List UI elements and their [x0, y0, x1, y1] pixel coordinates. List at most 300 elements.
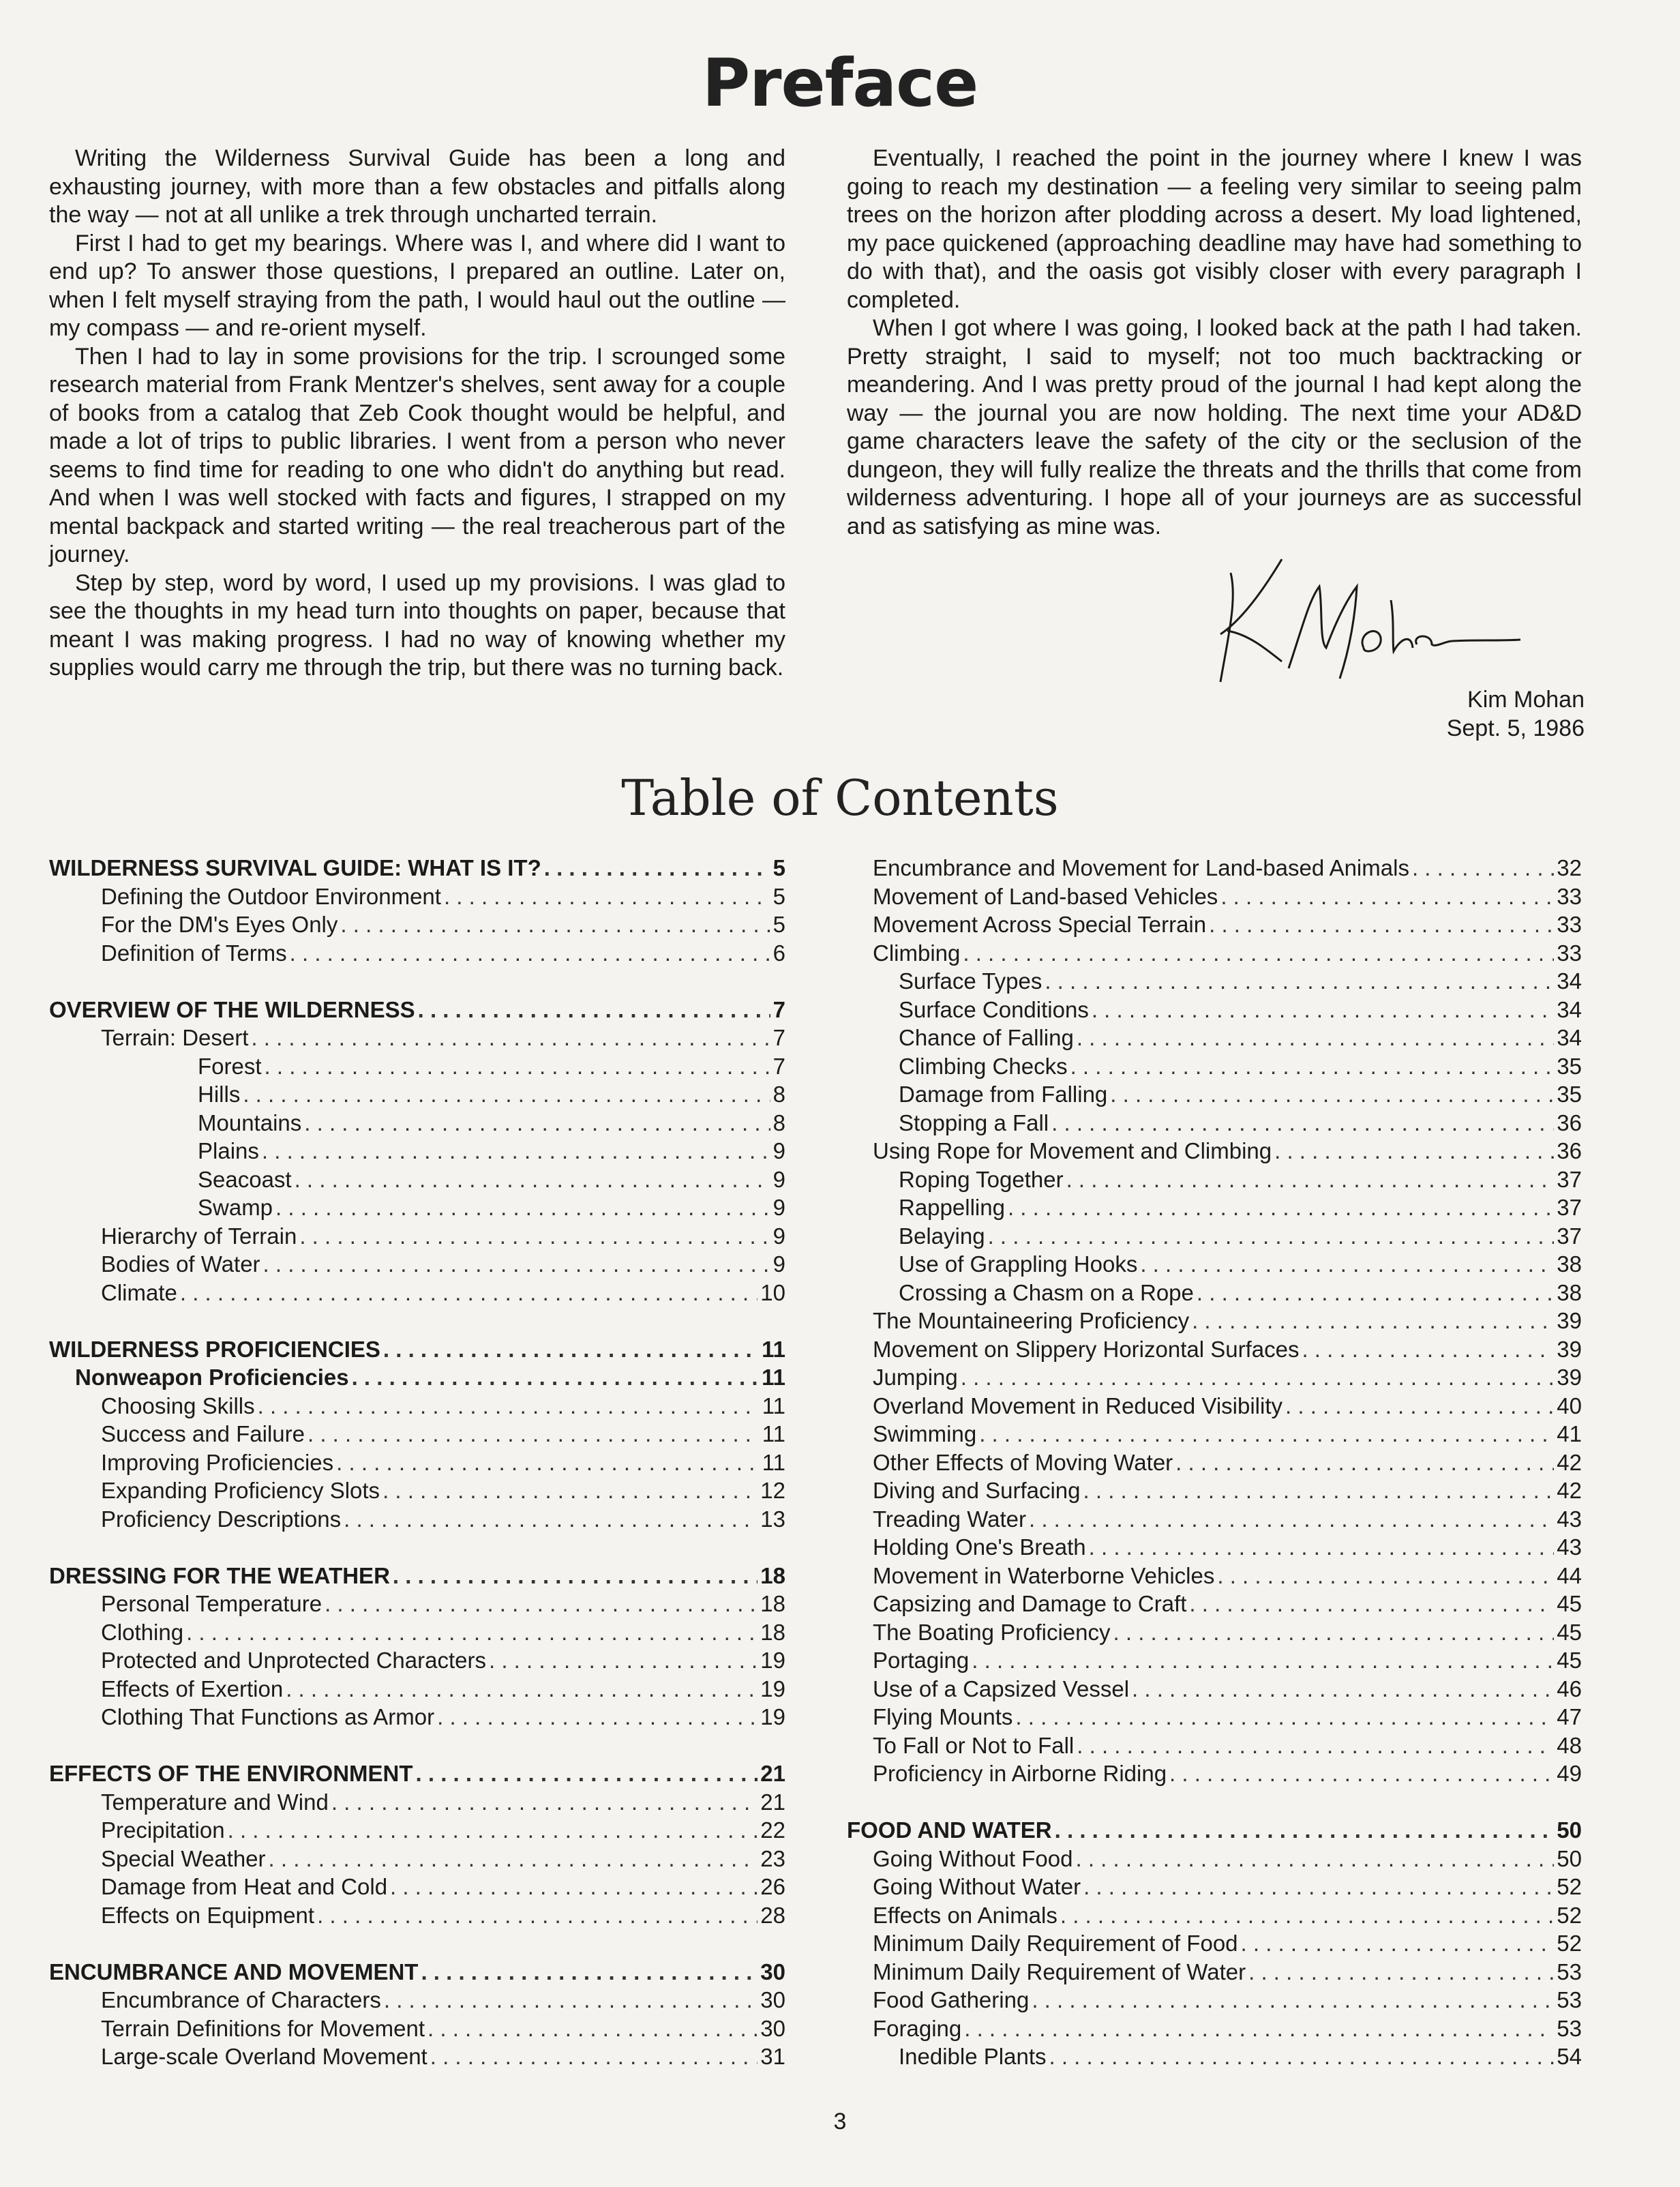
- toc-entry-page: 9: [772, 1138, 785, 1163]
- toc-leader-dots: [1066, 1165, 1555, 1194]
- toc-entry-page: 37: [1557, 1223, 1582, 1249]
- toc-leader-dots: [979, 1420, 1554, 1448]
- toc-entry-page: 46: [1557, 1676, 1582, 1701]
- toc-leader-dots: [304, 1109, 770, 1137]
- toc-leader-dots: [1029, 1505, 1554, 1534]
- preface-paragraph-1: Writing the Wilderness Survival Guide has been a long and exhausting journey, with more than a few obstacles and pitfalls along the way — not at all unlike a trek through uncharted terrain.: [49, 145, 785, 228]
- preface-date: Sept. 5, 1986: [1446, 715, 1585, 741]
- toc-entry-page: 9: [772, 1251, 785, 1277]
- toc-entry-title: WILDERNESS PROFICIENCIES: [49, 1336, 380, 1362]
- toc-leader-dots: [1077, 1731, 1554, 1760]
- toc-entry: [847, 996, 1582, 1024]
- toc-entry: [847, 2014, 1582, 2043]
- toc-entry: [847, 1562, 1582, 1590]
- toc-entry-page: 38: [1557, 1251, 1582, 1277]
- toc-entry-page: 21: [760, 1789, 785, 1815]
- toc-entry-title: Crossing a Chasm on a Rope: [899, 1279, 1194, 1305]
- toc-entry: [49, 1137, 785, 1165]
- toc-entry-page: 38: [1557, 1279, 1582, 1305]
- toc-leader-dots: [1113, 1618, 1555, 1647]
- toc-leader-dots: [1217, 1562, 1554, 1590]
- toc-entry: [847, 967, 1582, 996]
- toc-entry: [847, 1307, 1582, 1335]
- toc-leader-dots: [1274, 1137, 1554, 1165]
- toc-leader-dots: [352, 1363, 760, 1392]
- toc-entry-title: Use of Grappling Hooks: [899, 1251, 1138, 1277]
- toc-entry-title: Personal Temperature: [101, 1591, 322, 1616]
- toc-entry-title: Overland Movement in Reduced Visibility: [873, 1393, 1283, 1418]
- preface-paragraph-4: Step by step, word by word, I used up my provisions. I was glad to see the thoughts in my head turn into thoughts on paper, because that meant I was making progress. I had no way of knowing whether my supplies would carry me through the trip, but there was no turning back.: [49, 569, 785, 681]
- toc-entry-title: Inedible Plants: [899, 2044, 1047, 2069]
- toc-leader-dots: [1076, 1845, 1555, 1873]
- toc-leader-dots: [427, 2014, 758, 2043]
- toc-entry-page: 30: [760, 1959, 785, 1984]
- toc-entry-page: 9: [772, 1166, 785, 1192]
- toc-entry-title: Temperature and Wind: [101, 1789, 329, 1815]
- toc-entry-title: Minimum Daily Requirement of Water: [873, 1959, 1246, 1984]
- toc-entry-page: 45: [1557, 1591, 1582, 1616]
- toc-leader-dots: [299, 1222, 770, 1251]
- toc-leader-dots: [1083, 1476, 1555, 1505]
- toc-leader-dots: [421, 1958, 758, 1987]
- toc-entry-page: 19: [760, 1676, 785, 1701]
- toc-entry-title: Going Without Water: [873, 1874, 1081, 1899]
- toc-entry-title: Seacoast: [198, 1166, 292, 1192]
- toc-leader-dots: [1015, 1703, 1554, 1731]
- toc-leader-dots: [961, 1363, 1555, 1392]
- toc-entry: [847, 1335, 1582, 1364]
- toc-entry-title: Climbing: [873, 940, 961, 966]
- toc-entry: [847, 1533, 1582, 1562]
- toc-leader-dots: [1089, 1533, 1555, 1562]
- toc-entry-title: EFFECTS OF THE ENVIRONMENT: [49, 1761, 413, 1786]
- toc-entry: [847, 910, 1582, 939]
- preface-title: Preface: [702, 45, 978, 121]
- toc-entry: [49, 1986, 785, 2014]
- toc-entry-page: 53: [1557, 1987, 1582, 2012]
- toc-leader-dots: [1220, 882, 1554, 911]
- toc-entry-title: Food Gathering: [873, 1987, 1030, 2012]
- toc-leader-dots: [1197, 1279, 1554, 1307]
- toc-entry-page: 11: [762, 1449, 785, 1475]
- toc-leader-dots: [1070, 1052, 1555, 1081]
- toc-entry-page: 37: [1557, 1166, 1582, 1192]
- toc-leader-dots: [262, 1137, 770, 1165]
- toc-entry-page: 11: [762, 1421, 785, 1446]
- toc-entry-page: 41: [1557, 1421, 1582, 1446]
- toc-leader-dots: [430, 2042, 758, 2071]
- toc-entry-page: 18: [760, 1619, 785, 1645]
- toc-section: [847, 1816, 1582, 2071]
- toc-entry-title: Chance of Falling: [899, 1025, 1074, 1050]
- toc-leader-dots: [1209, 910, 1554, 939]
- toc-leader-dots: [1189, 1590, 1554, 1618]
- toc-entry-title: Choosing Skills: [101, 1393, 255, 1418]
- toc-entry-page: 34: [1557, 1025, 1582, 1050]
- toc-entry-page: 53: [1557, 1959, 1582, 1984]
- toc-entry: [847, 1646, 1582, 1675]
- toc-entry: [847, 1165, 1582, 1194]
- toc-entry: [847, 1250, 1582, 1279]
- toc-entry-title: Clothing: [101, 1619, 184, 1645]
- toc-entry-page: 18: [760, 1562, 785, 1588]
- toc-entry-title: Other Effects of Moving Water: [873, 1449, 1173, 1475]
- toc-entry-title: Damage from Falling: [899, 1082, 1108, 1107]
- preface-paragraph-2: First I had to get my bearings. Where was I, and where did I want to end up? To answer those questions, I prepared an outline. Later on, when I felt myself straying from the path, I would haul out the outline — my compass — and re-orient myself.: [49, 230, 785, 341]
- toc-entry-page: 22: [760, 1817, 785, 1843]
- toc-leader-dots: [331, 1788, 758, 1817]
- toc-chapter-entry: [49, 1759, 785, 1788]
- toc-entry: [49, 1505, 785, 1534]
- toc-entry: [847, 1476, 1582, 1505]
- toc-entry: [49, 2014, 785, 2043]
- toc-entry-page: 12: [760, 1478, 785, 1503]
- toc-entry-title: Bodies of Water: [101, 1251, 260, 1277]
- toc-entry: [49, 1788, 785, 1817]
- toc-entry-title: Nonweapon Proficiencies: [75, 1365, 349, 1390]
- toc-entry-page: 30: [760, 2015, 785, 2041]
- toc-entry: [847, 1279, 1582, 1307]
- toc-entry: [49, 1448, 785, 1477]
- toc-chapter-entry: [49, 1562, 785, 1590]
- toc-entry: [847, 1363, 1582, 1392]
- toc-section: [49, 854, 785, 967]
- toc-leader-dots: [269, 1845, 758, 1873]
- toc-entry-title: Treading Water: [873, 1506, 1026, 1532]
- toc-chapter-entry: [49, 1958, 785, 1987]
- toc-entry-page: 6: [772, 940, 785, 966]
- toc-leader-dots: [1077, 1024, 1554, 1052]
- toc-entry: [49, 1590, 785, 1618]
- toc-entry: [49, 1363, 785, 1392]
- toc-entry-page: 5: [772, 912, 785, 937]
- toc-leader-dots: [180, 1279, 758, 1307]
- toc-entry-title: Minimum Daily Requirement of Food: [873, 1931, 1238, 1956]
- toc-leader-dots: [336, 1448, 760, 1477]
- toc-entry-page: 52: [1557, 1902, 1582, 1928]
- toc-leader-dots: [437, 1703, 758, 1731]
- toc-entry-page: 50: [1557, 1817, 1582, 1843]
- toc-entry-title: Precipitation: [101, 1817, 225, 1843]
- toc-entry: [49, 1080, 785, 1109]
- toc-entry-title: Capsizing and Damage to Craft: [873, 1591, 1187, 1616]
- toc-entry-page: 26: [760, 1874, 785, 1899]
- toc-leader-dots: [1049, 2042, 1554, 2071]
- toc-entry-title: Diving and Surfacing: [873, 1478, 1081, 1503]
- toc-entry-page: 50: [1557, 1845, 1582, 1871]
- toc-entry: [847, 1845, 1582, 1873]
- toc-entry-page: 52: [1557, 1874, 1582, 1899]
- toc-entry: [847, 1109, 1582, 1137]
- toc-entry-title: Surface Conditions: [899, 996, 1089, 1022]
- author-signature: [1200, 546, 1568, 689]
- toc-entry-title: Holding One's Breath: [873, 1534, 1086, 1560]
- toc-entry-title: Special Weather: [101, 1845, 266, 1871]
- toc-section: [49, 996, 785, 1307]
- toc-entry: [49, 1279, 785, 1307]
- toc-entry-page: 52: [1557, 1931, 1582, 1956]
- toc-entry-page: 9: [772, 1223, 785, 1249]
- toc-entry: [847, 1901, 1582, 1930]
- toc-entry-title: Jumping: [873, 1365, 958, 1390]
- toc-leader-dots: [286, 1675, 758, 1704]
- toc-entry-title: Plains: [198, 1138, 259, 1163]
- toc-leader-dots: [963, 939, 1554, 968]
- toc-entry: [49, 882, 785, 911]
- toc-leader-dots: [1285, 1392, 1554, 1420]
- toc-entry-title: Climate: [101, 1279, 177, 1305]
- toc-entry: [847, 1873, 1582, 1901]
- toc-leader-dots: [444, 882, 770, 911]
- toc-entry-page: 21: [760, 1761, 785, 1786]
- toc-entry-title: Portaging: [873, 1648, 970, 1673]
- toc-entry: [847, 1080, 1582, 1109]
- toc-leader-dots: [265, 1052, 770, 1081]
- toc-entry-title: Proficiency in Airborne Riding: [873, 1761, 1167, 1786]
- toc-entry-page: 48: [1557, 1732, 1582, 1758]
- toc-entry-page: 23: [760, 1845, 785, 1871]
- toc-leader-dots: [317, 1901, 758, 1930]
- toc-entry-title: WILDERNESS SURVIVAL GUIDE: WHAT IS IT?: [49, 855, 541, 880]
- toc-entry: [847, 1420, 1582, 1448]
- toc-entry: [847, 1505, 1582, 1534]
- toc-entry-title: FOOD AND WATER: [847, 1817, 1052, 1843]
- toc-entry: [49, 1024, 785, 1052]
- toc-entry: [847, 2042, 1582, 2071]
- toc-entry: [49, 1193, 785, 1222]
- preface-paragraph-6: When I got where I was going, I looked back at the path I had taken. Pretty straight, I said to myself; not too much backtracking or meandering. And I was pretty proud of the journal I had kept along the way — the journal you are now holding. The next time your AD&D game characters leave the safety of the city or the seclusion of the dungeon, they will fully realize the threats and the thrills that come from wilderness adventuring. I hope all of your journeys are as successful and as satisfying as mine was.: [847, 315, 1582, 539]
- toc-leader-dots: [418, 996, 770, 1024]
- toc-entry-page: 44: [1557, 1562, 1582, 1588]
- toc-leader-dots: [1140, 1250, 1554, 1279]
- toc-entry: [49, 1901, 785, 1930]
- toc-entry-page: 31: [760, 2044, 785, 2069]
- toc-entry-page: 43: [1557, 1506, 1582, 1532]
- toc-entry-page: 8: [772, 1110, 785, 1135]
- toc-leader-dots: [988, 1222, 1555, 1251]
- toc-entry-title: Climbing Checks: [899, 1053, 1068, 1079]
- toc-leader-dots: [393, 1562, 758, 1590]
- toc-entry: [847, 1958, 1582, 1987]
- toc-entry-page: 53: [1557, 2015, 1582, 2041]
- toc-entry-page: 37: [1557, 1195, 1582, 1220]
- toc-entry-title: Going Without Food: [873, 1845, 1073, 1871]
- toc-entry: [49, 2042, 785, 2071]
- toc-entry: [49, 1165, 785, 1194]
- toc-entry-title: Stopping a Fall: [899, 1110, 1049, 1135]
- toc-entry: [49, 910, 785, 939]
- toc-leader-dots: [384, 1986, 758, 2014]
- toc-entry: [847, 1759, 1582, 1788]
- toc-entry-title: Effects of Exertion: [101, 1676, 284, 1701]
- toc-leader-dots: [544, 854, 770, 882]
- toc-entry-title: Movement Across Special Terrain: [873, 912, 1207, 937]
- toc-entry-title: Hills: [198, 1082, 241, 1107]
- toc-entry-title: Forest: [198, 1053, 262, 1079]
- toc-entry-page: 5: [772, 855, 785, 880]
- toc-entry-title: Belaying: [899, 1223, 985, 1249]
- toc-leader-dots: [340, 910, 770, 939]
- toc-entry-page: 45: [1557, 1619, 1582, 1645]
- toc-entry-title: Terrain: Desert: [101, 1025, 249, 1050]
- toc-entry-page: 42: [1557, 1449, 1582, 1475]
- toc-entry: [49, 1618, 785, 1647]
- toc-right-column: [847, 854, 1582, 2099]
- toc-entry-title: Large-scale Overland Movement: [101, 2044, 427, 2069]
- preface-paragraph-3: Then I had to lay in some provisions for the trip. I scrounged some research material from Frank Mentzer's shelves, sent away for a couple of books from a catalog that Zeb Cook thought would be helpful, and made a lot of trips to public libraries. I went from a person who never seems to find time for reading to one who didn't do anything but read. And when I was well stocked with facts and figures, I strapped on my mental backpack and started writing — the real treacherous part of the journey.: [49, 343, 785, 567]
- toc-entry: [847, 1929, 1582, 1958]
- toc-leader-dots: [263, 1250, 770, 1279]
- toc-left-column: [49, 854, 785, 2099]
- toc-entry-title: Improving Proficiencies: [101, 1449, 334, 1475]
- toc-entry-title: Defining the Outdoor Environment: [101, 883, 441, 909]
- toc-entry-title: Clothing That Functions as Armor: [101, 1704, 435, 1729]
- toc-entry: [847, 1137, 1582, 1165]
- toc-entry-title: Definition of Terms: [101, 940, 287, 966]
- toc-entry: [847, 1590, 1582, 1618]
- toc-entry: [49, 1703, 785, 1731]
- toc-entry-title: Expanding Proficiency Slots: [101, 1478, 380, 1503]
- toc-chapter-entry: [847, 1816, 1582, 1845]
- toc-leader-dots: [1302, 1335, 1554, 1364]
- toc-entry-page: 28: [760, 1902, 785, 1928]
- toc-leader-dots: [972, 1646, 1554, 1675]
- toc-entry-page: 43: [1557, 1534, 1582, 1560]
- toc-entry-title: Surface Types: [899, 968, 1042, 994]
- toc-chapter-entry: [49, 854, 785, 882]
- toc-entry-title: The Mountaineering Proficiency: [873, 1308, 1190, 1333]
- toc-leader-dots: [416, 1759, 758, 1788]
- toc-entry-page: 45: [1557, 1648, 1582, 1673]
- toc-entry-title: Swimming: [873, 1421, 977, 1446]
- toc-leader-dots: [344, 1505, 758, 1534]
- toc-entry-page: 36: [1557, 1138, 1582, 1163]
- toc-leader-dots: [1248, 1958, 1554, 1987]
- toc-section: [49, 1759, 785, 1929]
- toc-entry: [847, 1986, 1582, 2014]
- toc-leader-dots: [1008, 1193, 1554, 1222]
- toc-entry-page: 39: [1557, 1308, 1582, 1333]
- toc-entry: [49, 1845, 785, 1873]
- toc-entry-title: Effects on Animals: [873, 1902, 1058, 1928]
- toc-entry: [49, 1476, 785, 1505]
- toc-chapter-entry: [49, 996, 785, 1024]
- toc-entry: [847, 1703, 1582, 1731]
- toc-entry-title: Flying Mounts: [873, 1704, 1013, 1729]
- preface-right-column: [847, 145, 1582, 541]
- toc-entry: [847, 939, 1582, 968]
- preface-paragraph-5: Eventually, I reached the point in the journey where I knew I was going to reach my destination — a feeling very similar to seeing palm trees on the horizon after plodding across a desert. My load lightened, my pace quickened (approaching deadline may have had something to do with that), and the oasis got visibly closer with every paragraph I completed.: [847, 145, 1582, 313]
- toc-leader-dots: [258, 1392, 760, 1420]
- toc-section: [49, 1562, 785, 1731]
- toc-chapter-entry: [49, 1335, 785, 1364]
- toc-entry-page: 34: [1557, 996, 1582, 1022]
- toc-leader-dots: [1060, 1901, 1554, 1930]
- toc-entry-page: 8: [772, 1082, 785, 1107]
- toc-entry-page: 35: [1557, 1082, 1582, 1107]
- page-number: 3: [833, 2109, 847, 2134]
- toc-leader-dots: [1032, 1986, 1554, 2014]
- toc-section: [49, 1958, 785, 2071]
- toc-leader-dots: [275, 1193, 770, 1222]
- toc-entry-page: 11: [762, 1336, 785, 1362]
- toc-leader-dots: [186, 1618, 758, 1647]
- toc-section: [49, 1335, 785, 1534]
- toc-entry-page: 7: [772, 1025, 785, 1050]
- toc-entry-page: 33: [1557, 883, 1582, 909]
- toc-entry: [847, 1052, 1582, 1081]
- toc-leader-dots: [295, 1165, 770, 1194]
- toc-entry-page: 19: [760, 1704, 785, 1729]
- toc-entry-page: 7: [772, 1053, 785, 1079]
- author-name: Kim Mohan: [1467, 687, 1585, 713]
- toc-entry-page: 7: [772, 996, 785, 1022]
- toc-leader-dots: [1110, 1080, 1554, 1109]
- toc-entry-title: ENCUMBRANCE AND MOVEMENT: [49, 1959, 419, 1984]
- toc-entry-page: 32: [1557, 855, 1582, 880]
- toc-leader-dots: [382, 1476, 758, 1505]
- toc-entry: [49, 1222, 785, 1251]
- toc-entry-title: Hierarchy of Terrain: [101, 1223, 297, 1249]
- toc-entry: [49, 1109, 785, 1137]
- toc-entry-title: DRESSING FOR THE WEATHER: [49, 1562, 390, 1588]
- toc-entry-page: 9: [772, 1195, 785, 1220]
- toc-entry-page: 42: [1557, 1478, 1582, 1503]
- toc-entry-page: 30: [760, 1987, 785, 2012]
- toc-entry: [847, 1731, 1582, 1760]
- toc-entry: [49, 1250, 785, 1279]
- toc-entry-title: Terrain Definitions for Movement: [101, 2015, 425, 2041]
- toc-entry-title: Proficiency Descriptions: [101, 1506, 342, 1532]
- preface-left-column: [49, 145, 785, 683]
- toc-entry-page: 11: [762, 1393, 785, 1418]
- toc-entry-page: 40: [1557, 1393, 1582, 1418]
- toc-entry: [49, 1052, 785, 1081]
- toc-entry: [49, 1873, 785, 1901]
- toc-entry-title: Movement on Slippery Horizontal Surfaces: [873, 1336, 1300, 1362]
- toc-entry-title: Foraging: [873, 2015, 962, 2041]
- toc-entry: [49, 1392, 785, 1420]
- toc-entry-page: 19: [760, 1648, 785, 1673]
- toc-entry-title: Effects on Equipment: [101, 1902, 315, 1928]
- toc-leader-dots: [1083, 1873, 1554, 1901]
- toc-entry: [49, 1420, 785, 1448]
- toc-entry-title: Roping Together: [899, 1166, 1064, 1192]
- toc-entry-title: OVERVIEW OF THE WILDERNESS: [49, 996, 415, 1022]
- preface-signoff: [1447, 685, 1585, 743]
- toc-entry-page: 33: [1557, 912, 1582, 937]
- toc-entry-title: To Fall or Not to Fall: [873, 1732, 1075, 1758]
- toc-leader-dots: [228, 1816, 758, 1845]
- toc-entry-page: 33: [1557, 940, 1582, 966]
- toc-entry-title: Mountains: [198, 1110, 302, 1135]
- toc-entry-title: Success and Failure: [101, 1421, 305, 1446]
- toc-leader-dots: [964, 2014, 1554, 2043]
- toc-entry-title: Movement of Land-based Vehicles: [873, 883, 1218, 909]
- toc-entry-page: 54: [1557, 2044, 1582, 2069]
- toc-leader-dots: [1055, 1816, 1555, 1845]
- toc-leader-dots: [290, 939, 770, 968]
- toc-entry: [49, 939, 785, 968]
- toc-leader-dots: [1192, 1307, 1554, 1335]
- toc-leader-dots: [1092, 996, 1554, 1024]
- toc-leader-dots: [1132, 1675, 1554, 1704]
- toc-entry-title: Rappelling: [899, 1195, 1005, 1220]
- toc-entry: [847, 1222, 1582, 1251]
- toc-entry-page: 5: [772, 883, 785, 909]
- toc-entry-title: Using Rope for Movement and Climbing: [873, 1138, 1272, 1163]
- toc-entry: [847, 1448, 1582, 1477]
